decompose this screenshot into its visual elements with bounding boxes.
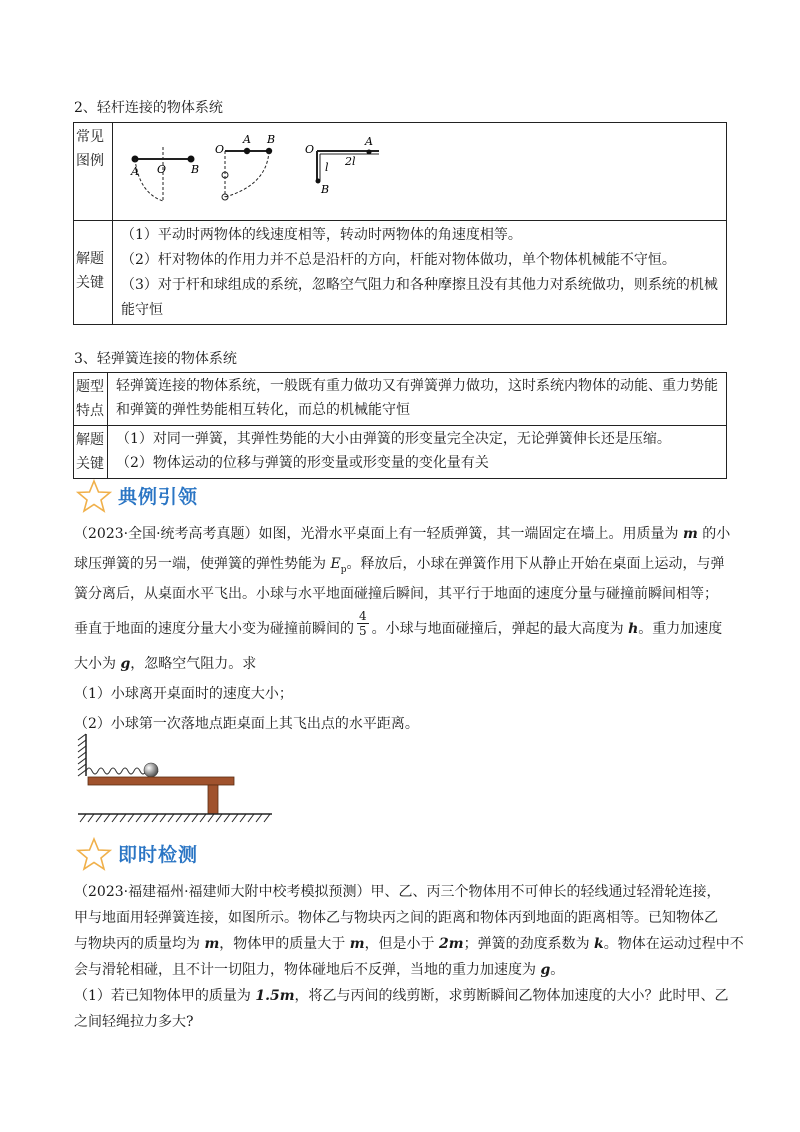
ground [78, 814, 272, 822]
rod-system-table [73, 122, 727, 325]
fig1-label-b: B [191, 163, 200, 176]
fig2-label-o: O [215, 143, 225, 156]
check-line-3: 与物块丙的质量均为 m，物体甲的质量大于 m，但是小于 2m；弹簧的劲度系数为 k。物体在运动过程中不 [74, 936, 744, 952]
check-header-text: 即时检测 [118, 844, 199, 866]
example-problem [74, 519, 734, 739]
fig3-label-a: A [365, 135, 373, 148]
key-point-2: （2）杆对物体的作用力并不总是沿杆的方向，杆能对物体做功，单个物体机械能不守恒。 [121, 252, 676, 268]
check-header [74, 836, 274, 872]
example-line-1: （2023·全国·统考高考真题）如图，光滑水平桌面上有一轻质弹簧，其一端固定在墙上。用质量为 m 的小 [74, 526, 731, 542]
feature-line-2: 和弹簧的弹性势能相互转化，而总的机械能守恒 [116, 402, 410, 418]
features-cell [108, 373, 727, 426]
check-line-5: （1）若已知物体甲的质量为 1.5m，将乙与丙间的线剪断，求剪断瞬间乙物体加速度的大小？此时甲、乙 [74, 988, 729, 1004]
figure-rod-horizontal [130, 147, 199, 201]
fig2-label-a: A [243, 133, 251, 146]
key-point-3: （3）对于杆和球组成的系统，忽略空气阻力和各种摩擦且没有其他力对系统做功，则系统的机械 [121, 277, 718, 293]
fig1-label-a: A [131, 165, 139, 178]
check-line-1: （2023·福建福州·福建师大附中校考模拟预测）甲、乙、丙三个物体用不可伸长的轻线通过轻滑轮连接， [74, 884, 721, 900]
fig1-label-o: O [157, 163, 167, 176]
row-label-key: 解题关键 [74, 426, 108, 479]
figure-rod-pivot-end [215, 133, 275, 200]
section-3-title: 3、轻弹簧连接的物体系统 [74, 351, 237, 367]
check-line-4: 会与滑轮相碰，且不计一切阻力，物体碰地后不反弹，当地的重力加速度为 g。 [74, 962, 565, 978]
example-line-3: 簧分离后，从桌面水平飞出。小球与水平地面碰撞后瞬间，其平行于地面的速度分量与碰撞前瞬间相等； [74, 586, 718, 602]
example-header [74, 478, 274, 514]
fig3-label-o: O [305, 143, 315, 156]
table-leg [208, 785, 218, 814]
key-point-1: （1）平动时两物体的线速度相等，转动时两物体的角速度相等。 [121, 227, 522, 243]
rod-figures [121, 123, 381, 219]
ball [144, 763, 158, 777]
star-icon [74, 836, 114, 872]
fig3-label-l: l [325, 161, 329, 174]
section-2-title: 2、轻杆连接的物体系统 [74, 100, 223, 116]
check-problem [74, 879, 744, 1035]
fig3-label-2l: 2l [345, 155, 356, 168]
check-line-6: 之间轻绳拉力多大? [74, 1014, 194, 1030]
key-point-3-cont: 能守恒 [121, 302, 163, 318]
feature-line-1: 轻弹簧连接的物体系统，一般既有重力做功又有弹簧弹力做功，这时系统内物体的动能、重力势能 [116, 378, 718, 394]
fraction-four-fifths: $\frac{4}{5}$ [359, 608, 367, 638]
example-line-2: 球压弹簧的另一端，使弹簧的弹性势能为 $E_p$。释放后，小球在弹簧作用下从静止开始在桌面上运动，与弹 [74, 556, 725, 575]
wall [78, 734, 86, 776]
fig3-label-b: B [321, 183, 330, 196]
fig2-label-b: B [267, 133, 276, 146]
row-label-features: 题型特点 [74, 373, 108, 426]
spring-system-table [73, 372, 727, 479]
example-line-4: 垂直于地面的速度分量大小变为碰撞前瞬间的 $\frac{4}{5}$ 。小球与地面碰撞后，弹起的最大高度为 h。重力加速度 [74, 608, 723, 638]
spring-table-figure [74, 730, 274, 830]
spring-key-2: （2）物体运动的位移与弹簧的形变量或形变量的变化量有关 [116, 455, 489, 471]
figures-cell [113, 123, 727, 221]
figure-rod-right-angle [305, 135, 379, 196]
example-question-2: （2）小球第一次落地点距桌面上其飞出点的水平距离。 [74, 716, 419, 732]
spring-key-1: （1）对同一弹簧，其弹性势能的大小由弹簧的形变量完全决定，无论弹簧伸长还是压缩。 [116, 431, 671, 447]
key-points-cell [113, 221, 727, 325]
spring-key-cell [108, 426, 727, 479]
example-question-1: （1）小球离开桌面时的速度大小； [74, 686, 293, 702]
example-line-5: 大小为 g，忽略空气阻力。求 [74, 656, 257, 672]
row-label-figures: 常见图例 [74, 123, 113, 221]
check-line-2: 甲与地面用轻弹簧连接，如图所示。物体乙与物块丙之间的距离和物体丙到地面的距离相等。已知物体乙 [74, 910, 718, 926]
star-icon [74, 478, 114, 514]
row-label-key-points: 解题关键 [74, 221, 113, 325]
table-top [88, 777, 234, 785]
example-header-text: 典例引领 [118, 486, 199, 508]
